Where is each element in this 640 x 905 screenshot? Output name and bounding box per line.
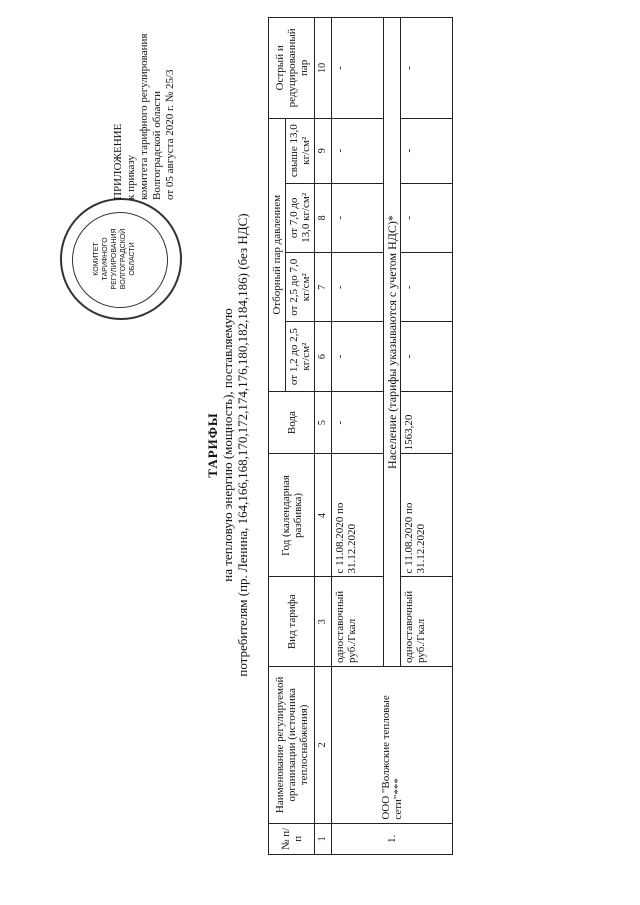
tariff-period: с 11.08.2020 по 31.12.2020 <box>401 454 453 577</box>
tariff-type: одноставочный руб./Гкал <box>401 577 453 667</box>
header-steam-1: от 1,2 до 2,5 кг/см² <box>286 322 315 391</box>
value-steam-4: - <box>332 118 384 183</box>
header-num: № п/п <box>269 823 315 854</box>
tariff-period: с 11.08.2020 по 31.12.2020 <box>332 454 384 577</box>
population-note: Население (тарифы указываются с учетом НДС)* <box>384 18 401 667</box>
appendix-line: к приказу <box>125 154 137 200</box>
header-steam-3: от 7,0 до 13,0 кг/см² <box>286 183 315 252</box>
value-steam-2: - <box>332 253 384 322</box>
value-steam-1: - <box>401 322 453 391</box>
value-steam-1: - <box>332 322 384 391</box>
tariff-type: одноставочный руб./Гкал <box>332 577 384 667</box>
value-water: 1563,20 <box>401 391 453 454</box>
col-number: 8 <box>315 183 332 252</box>
value-water: - <box>332 391 384 454</box>
col-number: 3 <box>315 577 332 667</box>
value-sharp-steam: - <box>401 18 453 119</box>
col-number: 4 <box>315 454 332 577</box>
row-number: 1. <box>332 823 453 854</box>
tariff-table <box>268 17 453 855</box>
column-number-row <box>315 18 332 855</box>
col-number: 5 <box>315 391 332 454</box>
appendix-date: от 05 августа 2020 г. № 25/3 <box>164 69 176 200</box>
col-number: 10 <box>315 18 332 119</box>
value-steam-4: - <box>401 118 453 183</box>
col-number: 7 <box>315 253 332 322</box>
col-number: 2 <box>315 667 332 824</box>
document-title: ТАРИФЫ <box>205 412 220 478</box>
header-org: Наименование регулируемой организации (источника теплоснабжения) <box>269 667 315 824</box>
header-steam-4: свыше 13,0 кг/см² <box>286 118 315 183</box>
header-water: Вода <box>269 391 315 454</box>
value-steam-3: - <box>401 183 453 252</box>
appendix-line: Волгоградской области <box>151 91 163 200</box>
organization-name: ООО "Волжские тепловые сети"*** <box>332 667 453 824</box>
col-number: 1 <box>315 823 332 854</box>
value-steam-3: - <box>332 183 384 252</box>
table-row <box>332 18 384 855</box>
table-header-row <box>269 18 286 855</box>
title-subline: потребителям (пр. Ленина, 164,166,168,170,172,174,176,180,182,184,186) (без НДС) <box>235 213 250 677</box>
value-steam-2: - <box>401 253 453 322</box>
official-seal <box>60 198 182 320</box>
document-title-block <box>205 135 250 755</box>
header-tariff-type: Вид тарифа <box>269 577 315 667</box>
value-sharp-steam: - <box>332 18 384 119</box>
title-subline: на тепловую энергию (мощность), поставляемую <box>220 308 235 582</box>
appendix-heading: ПРИЛОЖЕНИЕ <box>112 123 124 200</box>
appendix-block <box>112 10 177 200</box>
header-sharp-steam: Острый и редуцированный пар <box>269 18 315 119</box>
header-steam-2: от 2,5 до 7,0 кг/см² <box>286 253 315 322</box>
col-number: 6 <box>315 322 332 391</box>
seal-text: КОМИТЕТ ТАРИФНОГО РЕГУЛИРОВАНИЯ ВОЛГОГРАДСКОЙ ОБЛАСТИ <box>93 228 136 290</box>
col-number: 9 <box>315 118 332 183</box>
header-steam-group: Отборный пар давлением <box>269 118 286 391</box>
appendix-line: комитета тарифного регулирования <box>138 33 150 200</box>
header-year: Год (календарная разбивка) <box>269 454 315 577</box>
